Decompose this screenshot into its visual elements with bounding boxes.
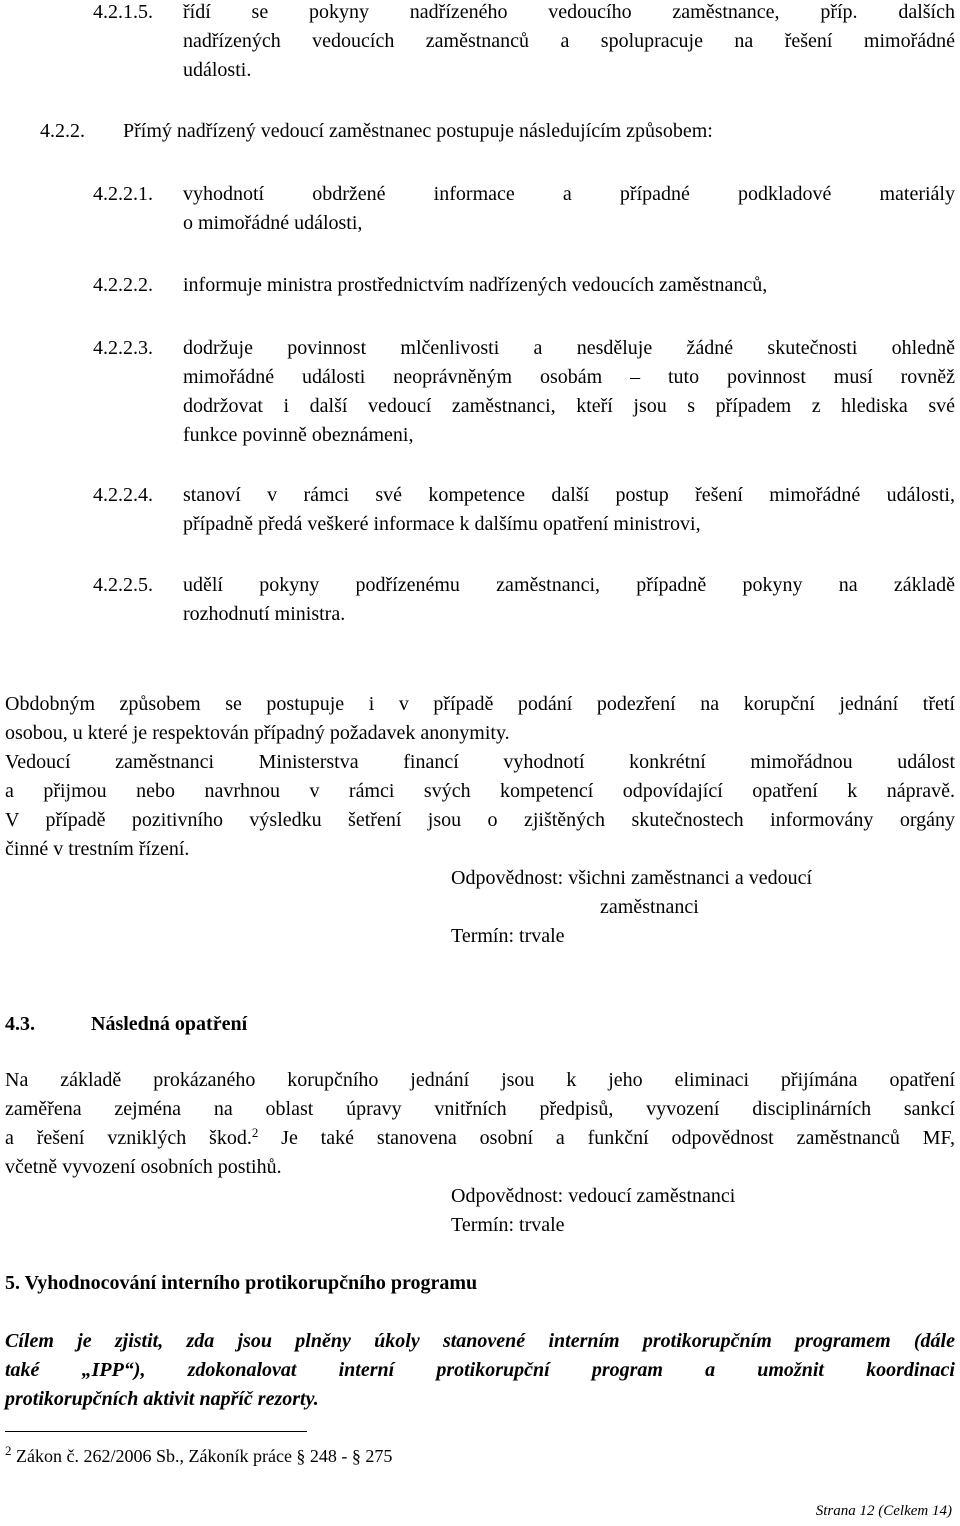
responsibility-label-cont: zaměstnanci <box>600 896 699 918</box>
item-number: 4.2.2.5. <box>93 574 153 596</box>
term-label: Termín: trvale <box>451 1214 565 1236</box>
item-text-line: vyhodnotí obdržené informace a případné podkladové materiály <box>183 183 955 205</box>
section-number: 4.3. <box>5 1013 35 1035</box>
item-number: 4.2.2. <box>40 120 85 142</box>
paragraph-anonymous-reports <box>5 690 955 864</box>
item-text-line: případně předá veškeré informace k dalšímu opatření ministrovi, <box>183 513 701 535</box>
paragraph-line: Obdobným způsobem se postupuje i v případě podání podezření na korupční jednání třetí <box>5 693 955 715</box>
paragraph-line-part: Je také stanovena osobní a funkční odpovědnost zaměstnanců MF, <box>258 1127 955 1149</box>
paragraph-line: V případě pozitivního výsledku šetření jsou o zjištěných skutečnostech informovány orgány <box>5 809 955 831</box>
section-heading-4-3 <box>5 1010 248 1039</box>
responsibility-block <box>451 1182 735 1240</box>
paragraph-line: a přijmou nebo navrhnou v rámci svých kompetencí odpovídající opatření k nápravě. <box>5 780 955 802</box>
item-number: 4.2.2.2. <box>93 274 153 296</box>
paragraph-line: zaměřena zejména na oblast úpravy vnitřních předpisů, vyvození disciplinárních sankcí <box>5 1098 955 1120</box>
item-4-2-2-4 <box>93 481 955 539</box>
page-number: Strana 12 (Celkem 14) <box>815 1503 952 1519</box>
item-text-line: funkce povinně obeznámeni, <box>183 424 414 446</box>
item-text-line: řídí se pokyny nadřízeného vedoucího zaměstnance, příp. dalších <box>183 1 955 23</box>
paragraph-line-part: a řešení vzniklých škod. <box>5 1127 252 1149</box>
paragraph-section-goal <box>5 1327 955 1414</box>
item-text-line: dodržuje povinnost mlčenlivosti a nesděluje žádné skutečnosti ohledně <box>183 337 955 359</box>
item-4-2-2-2 <box>93 271 955 300</box>
item-text-line: informuje ministra prostřednictvím nadřízených vedoucích zaměstnanců, <box>183 274 768 296</box>
item-4-2-2-1 <box>93 180 955 238</box>
paragraph-follow-up-measures <box>5 1066 955 1182</box>
item-text-line: o mimořádné události, <box>183 212 363 234</box>
footnote-number: 2 <box>5 1443 12 1458</box>
paragraph-line: Vedoucí zaměstnanci Ministerstva financí vyhodnotí konkrétní mimořádnou událost <box>5 751 955 773</box>
responsibility-label: Odpovědnost: všichni zaměstnanci a vedoucí <box>451 867 813 889</box>
paragraph-line: také „IPP“), zdokonalovat interní protikorupční program a umožnit koordinaci <box>5 1359 955 1381</box>
item-text-line: nadřízených vedoucích zaměstnanců a spolupracuje na řešení mimořádné <box>183 30 955 52</box>
item-number: 4.2.2.1. <box>93 183 153 205</box>
section-title: Následná opatření <box>91 1013 248 1035</box>
item-text-line: udělí pokyny podřízenému zaměstnanci, případně pokyny na základě <box>183 574 955 596</box>
paragraph-line: včetně vyvození osobních postihů. <box>5 1156 282 1178</box>
footnote-separator <box>5 1431 307 1432</box>
item-text-line: stanoví v rámci své kompetence další postup řešení mimořádné události, <box>183 484 955 506</box>
item-text-line: Přímý nadřízený vedoucí zaměstnanec postupuje následujícím způsobem: <box>123 120 713 142</box>
item-4-2-2-5 <box>93 571 955 629</box>
responsibility-label: Odpovědnost: vedoucí zaměstnanci <box>451 1185 736 1207</box>
footnote-text: Zákon č. 262/2006 Sb., Zákoník práce § 248 - § 275 <box>11 1446 393 1466</box>
item-number: 4.2.2.3. <box>93 337 153 359</box>
footnote <box>5 1442 392 1471</box>
paragraph-line: Na základě prokázaného korupčního jednání jsou k jeho eliminaci přijímána opatření <box>5 1069 955 1091</box>
item-4-2-2-3 <box>93 334 955 450</box>
item-number: 4.2.2.4. <box>93 484 153 506</box>
responsibility-block <box>451 864 812 951</box>
item-4-2-2 <box>40 117 955 146</box>
section-title: 5. Vyhodnocování interního protikorupčního programu <box>5 1272 478 1294</box>
paragraph-line: osobou, u které je respektován případný požadavek anonymity. <box>5 722 510 744</box>
term-label: Termín: trvale <box>451 925 565 947</box>
item-text-line: události. <box>183 59 252 81</box>
section-heading-5 <box>5 1269 477 1298</box>
paragraph-line: protikorupčních aktivit napříč rezorty. <box>5 1388 319 1410</box>
item-text-line: rozhodnutí ministra. <box>183 603 346 625</box>
paragraph-line: Cílem je zjistit, zda jsou plněny úkoly stanovené interním protikorupčním programem (dále <box>5 1330 955 1352</box>
footnote-reference: 2 <box>251 1125 259 1140</box>
item-text-line: mimořádné události neoprávněným osobám – tuto povinnost musí rovněž <box>183 366 955 388</box>
paragraph-line: činné v trestním řízení. <box>5 838 190 860</box>
item-number: 4.2.1.5. <box>93 1 153 23</box>
paragraph-line <box>5 1124 955 1153</box>
item-4-2-1-5 <box>93 0 955 85</box>
item-text-line: dodržovat i další vedoucí zaměstnanci, kteří jsou s případem z hlediska své <box>183 395 955 417</box>
